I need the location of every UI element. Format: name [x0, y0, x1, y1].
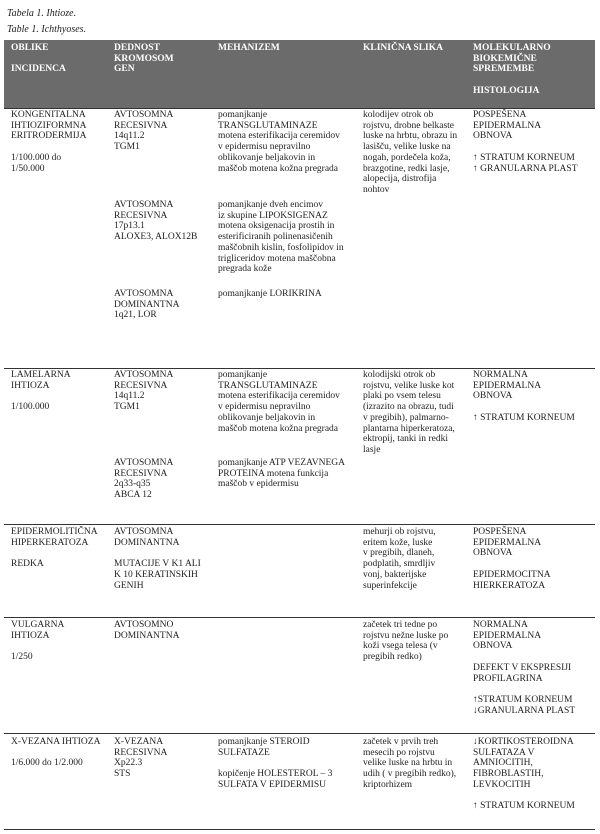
row-1-form	[11, 370, 71, 413]
row-0-form-line: 1/50.000	[11, 163, 45, 174]
row-2-sub-0-gene-line: K 10 KERATINSKIH	[114, 569, 198, 580]
row-4-molecular-line: SULFATAZA V	[473, 747, 535, 758]
row-0-form-line: 1/100.000 do	[11, 152, 62, 163]
row-0-sub-0-gene	[114, 110, 173, 153]
row-2-clinical-line: v pregibih, dlaneh,	[363, 548, 435, 559]
row-1-clinical-line: plantarna hiperkeratoza,	[363, 423, 455, 434]
row-0-molecular-line: POSPEŠENA	[473, 110, 527, 120]
row-0-molecular-line	[473, 142, 578, 153]
row-0-sub-1-mechanism-line: maščobnih kislin, fosfolipidov in	[218, 242, 344, 253]
row-0-sub-0-mechanism-line: maščob motena kožna pregrada	[218, 163, 339, 174]
header-inheritance-gene-line: DEDNOST	[114, 43, 160, 53]
header-inheritance-gene-line: GEN	[114, 64, 135, 75]
row-0-molecular-line: OBNOVA	[473, 131, 513, 142]
row-4-form-line	[11, 748, 100, 759]
row-2-molecular-line: EPIDERMOCITNA	[473, 569, 551, 580]
row-3-molecular-line	[473, 684, 575, 695]
row-3-clinical-line: začetek tri tedne po	[363, 620, 438, 630]
row-0-clinical-line: nohtov	[363, 184, 390, 195]
row-1-form-line	[11, 391, 71, 402]
row-1-sub-0-mechanism-line: v epidermisu nepravilno	[218, 402, 311, 413]
row-4-molecular	[473, 737, 575, 812]
row-1-form-line: IHTIOZA	[11, 380, 50, 391]
row-4-clinical-line: velike luske na hrbtu in	[363, 758, 453, 769]
header-mechanism	[218, 43, 280, 54]
row-0-clinical	[363, 110, 457, 196]
row-4-form-line: X-VEZANA IHTIOZA	[11, 737, 101, 747]
row-3-molecular-line: ↑STRATUM KORNEUM	[473, 694, 573, 705]
row-divider	[4, 617, 595, 618]
row-4-sub-0-mechanism-line: SULFATA V EPIDERMISU	[218, 779, 326, 790]
row-4-molecular-line	[473, 791, 575, 802]
row-3-molecular-line: NORMALNA	[473, 620, 528, 630]
row-0-clinical-line: brazgotine, redki lasje,	[363, 163, 450, 174]
row-0-sub-1-mechanism-line: motena oksigenacija prostih in	[218, 221, 335, 232]
row-3-sub-0-gene-line: DOMINANTNA	[114, 630, 180, 641]
row-3-molecular-line: ↓GRANULARNA PLAST	[473, 705, 576, 716]
row-1-sub-0-gene-line: TGM1	[114, 402, 140, 413]
row-4-molecular-line: ↓KORTIKOSTEROIDNA	[473, 737, 574, 747]
table-caption-si: Tabela 1. Ihtioze.	[7, 8, 77, 19]
row-1-clinical-line: kolodijski otrok ob	[363, 370, 436, 380]
row-0-sub-1-gene-line: RECESIVNA	[114, 210, 168, 221]
row-1-molecular	[473, 370, 575, 424]
row-1-sub-1-gene-line: RECESIVNA	[114, 468, 168, 479]
row-3-molecular-line	[473, 652, 575, 663]
row-2-clinical-line: vonj, bakterijske	[363, 569, 427, 580]
row-2-molecular-line: OBNOVA	[473, 548, 513, 559]
row-2-form-line: REDKA	[11, 559, 44, 570]
row-1-clinical-line: plaki po vsem telesu	[363, 391, 441, 402]
row-0-molecular-line: EPIDERMALNA	[473, 120, 542, 131]
row-0-sub-1-mechanism-line: esterificiranih polinenasičenih	[218, 232, 333, 243]
row-divider	[4, 108, 595, 109]
row-4-molecular-line: AMNIOCITIH,	[473, 758, 533, 769]
row-0-molecular	[473, 110, 578, 174]
row-0-sub-1-gene	[114, 200, 197, 243]
row-3-molecular	[473, 620, 575, 716]
row-0-clinical-line: kolodijev otrok ob	[363, 110, 434, 120]
row-1-clinical-line: lasje	[363, 444, 381, 455]
row-0-sub-0-gene-line: 14q11.2	[114, 131, 145, 142]
row-0-sub-0-mechanism	[218, 110, 340, 174]
row-3-clinical-line: pregibih redko)	[363, 652, 422, 663]
row-2-clinical-line: podplatih, smrdljiv	[363, 559, 436, 570]
row-4-sub-0-gene	[114, 737, 167, 780]
row-0-sub-0-gene-line: TGM1	[114, 142, 140, 153]
row-3-form-line: IHTIOZA	[11, 630, 50, 641]
row-0-sub-1-mechanism-line: pomanjkanje dveh encimov	[218, 200, 323, 210]
row-1-sub-1-mechanism-line: maščob v epidermisu	[218, 479, 299, 490]
row-0-sub-2-gene-line: DOMINANTNA	[114, 299, 180, 310]
row-0-form	[11, 110, 86, 174]
row-1-sub-0-mechanism	[218, 370, 340, 434]
row-2-sub-0-gene-line	[114, 548, 201, 559]
row-3-clinical	[363, 620, 448, 663]
row-0-sub-2-gene-line: 1q21, LOR	[114, 310, 157, 321]
row-0-sub-1-gene-line: AVTOSOMNA	[114, 200, 174, 210]
header-forms-incidence-line: INCIDENCA	[11, 64, 66, 75]
header-inheritance-gene	[114, 43, 174, 75]
row-0-sub-0-mechanism-line: pomanjkanje	[218, 110, 268, 120]
row-2-sub-0-gene-line: DOMINANTNA	[114, 537, 180, 548]
header-inheritance-gene-line: KROMOSOM	[114, 53, 174, 64]
row-3-sub-0-gene	[114, 620, 179, 641]
row-0-sub-0-mechanism-line: v epidermisu nepravilno	[218, 142, 311, 153]
row-4-molecular-line: LEVKOCITIH	[473, 779, 531, 790]
row-1-sub-1-mechanism-line: pomanjkanje ATP VEZAVNEGA	[218, 458, 346, 468]
header-clinical	[363, 43, 443, 54]
row-3-sub-0-gene-line: AVTOSOMNO	[114, 620, 174, 630]
row-0-sub-0-mechanism-line: TRANSGLUTAMINAZE	[218, 120, 318, 131]
row-3-form-line: VULGARNA	[11, 620, 65, 630]
row-4-sub-0-mechanism-line	[218, 758, 332, 769]
row-1-molecular-line: OBNOVA	[473, 391, 513, 402]
row-4-sub-0-mechanism	[218, 737, 332, 791]
header-molecular-histology-line: HISTOLOGIJA	[473, 85, 540, 96]
row-1-sub-0-gene-line: 14q11.2	[114, 391, 145, 402]
row-divider	[4, 524, 595, 525]
row-1-sub-1-mechanism	[218, 458, 345, 490]
row-4-sub-0-gene-line: Xp22.3	[114, 758, 143, 769]
row-1-sub-1-mechanism-line: PROTEINA motena funkcija	[218, 468, 329, 479]
row-4-clinical-line: udih ( v pregibih redko),	[363, 769, 457, 780]
header-forms-incidence-line: OBLIKE	[11, 43, 49, 53]
row-2-clinical-line: superinfekcije	[363, 580, 417, 591]
row-0-sub-2-mechanism-line: pomanjkanje LORIKRINA	[218, 289, 322, 299]
row-4-clinical-line: začetek v prvih treh	[363, 737, 439, 747]
row-3-molecular-line: OBNOVA	[473, 641, 513, 652]
row-0-sub-1-mechanism-line: iz skupine LIPOKSIGENAZ	[218, 210, 328, 221]
header-molecular-histology-line: BIOKEMIČNE	[473, 53, 537, 64]
row-2-molecular-line: POSPEŠENA	[473, 527, 527, 537]
row-1-sub-1-gene	[114, 458, 173, 501]
row-0-sub-0-gene-line: AVTOSOMNA	[114, 110, 174, 120]
row-2-sub-0-gene	[114, 527, 201, 591]
row-0-clinical-line: lasišču, velike luske na	[363, 142, 451, 153]
row-0-clinical-line: alopecija, distrofija	[363, 174, 437, 185]
header-forms-incidence-line	[11, 54, 66, 65]
row-0-sub-1-mechanism-line: pregrada kože	[218, 264, 272, 275]
row-3-molecular-line: DEFEKT V EKSPRESIJI	[473, 662, 572, 673]
row-1-sub-1-gene-line: AVTOSOMNA	[114, 458, 174, 468]
row-1-molecular-line	[473, 402, 575, 413]
row-divider	[4, 368, 595, 369]
row-0-form-line: KONGENITALNA	[11, 110, 86, 120]
row-2-clinical-line: eritem kože, luske	[363, 537, 433, 548]
row-4-sub-0-mechanism-line: SULFATAZE	[218, 747, 270, 758]
row-0-sub-0-mechanism-line: motena esterifikacija ceremidov	[218, 131, 340, 142]
row-1-clinical-line: rojstvu, velike luske kot	[363, 380, 455, 391]
row-1-sub-1-gene-line: 2q33-q35	[114, 479, 151, 490]
row-4-sub-0-mechanism-line: kopičenje HOLESTEROL – 3	[218, 769, 333, 780]
row-3-clinical-line: koži vsega telesa (v	[363, 641, 438, 652]
row-3-molecular-line: PROFILAGRINA	[473, 673, 543, 684]
row-1-molecular-line: ↑ STRATUM KORNEUM	[473, 412, 575, 423]
row-divider	[4, 829, 595, 830]
row-2-molecular-line: EPIDERMALNA	[473, 537, 542, 548]
row-1-clinical-line: ektropij, tanki in redki	[363, 434, 448, 445]
row-0-sub-1-gene-line: 17p13.1	[114, 221, 145, 232]
row-1-form-line: 1/100.000	[11, 402, 50, 413]
header-forms-incidence	[11, 43, 66, 75]
row-4-sub-0-mechanism-line: pomanjkanje STEROID	[218, 737, 310, 747]
row-1-sub-0-mechanism-line: TRANSGLUTAMINAZE	[218, 380, 318, 391]
row-1-sub-0-gene-line: AVTOSOMNA	[114, 370, 174, 380]
header-molecular-histology-line: MOLEKULARNO	[473, 43, 551, 53]
row-1-sub-0-mechanism-line: pomanjkanje	[218, 370, 268, 380]
row-4-clinical	[363, 737, 456, 791]
row-0-sub-2-gene	[114, 289, 179, 321]
row-1-clinical-line: v pregibih), palmarno-	[363, 412, 449, 423]
row-0-clinical-line: nogah, pordečela koža,	[363, 152, 451, 163]
row-2-molecular	[473, 527, 551, 591]
table-caption-en: Table 1. Ichthyoses.	[7, 24, 87, 35]
row-4-sub-0-gene-line: RECESIVNA	[114, 747, 168, 758]
row-0-clinical-line: rojstvu, drobne belkaste	[363, 120, 455, 131]
row-1-clinical-line: (izrazito na obrazu, tudi	[363, 402, 454, 413]
header-molecular-histology-line: SPREMEMBE	[473, 64, 535, 75]
row-2-sub-0-gene-line: MUTACIJE V K1 ALI	[114, 559, 201, 570]
row-1-molecular-line: NORMALNA	[473, 370, 528, 380]
row-divider	[4, 733, 595, 734]
row-0-form-line	[11, 142, 86, 153]
row-4-sub-0-gene-line: STS	[114, 769, 131, 780]
row-2-form-line: EPIDERMOLITIČNA	[11, 527, 98, 537]
row-2-sub-0-gene-line: GENIH	[114, 580, 144, 591]
row-4-form	[11, 737, 100, 769]
row-2-sub-0-gene-line: AVTOSOMNA	[114, 527, 174, 537]
row-1-sub-0-gene	[114, 370, 173, 413]
row-0-sub-2-gene-line: AVTOSOMNA	[114, 289, 174, 299]
row-1-sub-0-gene-line: RECESIVNA	[114, 380, 168, 391]
row-0-clinical-line: luske na hrbtu, obrazu in	[363, 131, 458, 142]
row-0-form-line: ERITRODERMIJA	[11, 131, 87, 142]
row-1-sub-0-mechanism-line: maščob motena kožna pregrada	[218, 423, 339, 434]
row-0-sub-1-gene-line: ALOXE3, ALOX12B	[114, 232, 198, 243]
row-3-form-line: 1/250	[11, 652, 33, 663]
row-0-sub-2-mechanism	[218, 289, 322, 300]
header-clinical-line: KLINIČNA SLIKA	[363, 43, 443, 53]
row-0-form-line: IHTIOZIFORMNA	[11, 120, 87, 131]
row-2-clinical	[363, 527, 436, 591]
row-1-form-line: LAMELARNA	[11, 370, 71, 380]
row-4-molecular-line: ↑ STRATUM KORNEUM	[473, 801, 575, 812]
header-mechanism-line: MEHANIZEM	[218, 43, 280, 53]
row-1-sub-1-gene-line: ABCA 12	[114, 490, 152, 501]
row-0-sub-0-gene-line: RECESIVNA	[114, 120, 168, 131]
row-2-clinical-line: mehurji ob rojstvu,	[363, 527, 436, 537]
row-4-form-line: 1/6.000 do 1/2.000	[11, 758, 83, 769]
row-1-clinical	[363, 370, 455, 456]
row-1-sub-0-mechanism-line: motena esterifikacija ceremidov	[218, 391, 340, 402]
row-0-molecular-line: ↑ STRATUM KORNEUM	[473, 152, 575, 163]
row-4-clinical-line: mesecih po rojstvu	[363, 747, 435, 758]
row-3-molecular-line: EPIDERMALNA	[473, 630, 542, 641]
row-2-form	[11, 527, 98, 570]
header-molecular-histology-line	[473, 75, 551, 86]
row-3-form-line	[11, 641, 64, 652]
row-4-molecular-line: FIBROBLASTIH,	[473, 769, 544, 780]
row-4-sub-0-gene-line: X-VEZANA	[114, 737, 164, 747]
row-3-clinical-line: rojstvu nežne luske po	[363, 630, 449, 641]
header-molecular-histology	[473, 43, 551, 97]
row-2-molecular-line: HIERKERATOZA	[473, 580, 546, 591]
row-0-sub-0-mechanism-line: oblikovanje beljakovin in	[218, 152, 316, 163]
row-2-molecular-line	[473, 559, 551, 570]
row-1-sub-0-mechanism-line: oblikovanje beljakovin in	[218, 412, 316, 423]
row-1-molecular-line: EPIDERMALNA	[473, 380, 542, 391]
row-0-sub-1-mechanism-line: trigliceridov motena maščobna	[218, 253, 336, 264]
row-2-form-line: HIPERKERATOZA	[11, 537, 89, 548]
row-2-form-line	[11, 548, 98, 559]
row-0-molecular-line: ↑ GRANULARNA PLAST	[473, 163, 578, 174]
row-4-clinical-line: kriptorhizem	[363, 779, 413, 790]
row-3-form	[11, 620, 64, 663]
row-0-sub-1-mechanism	[218, 200, 344, 275]
